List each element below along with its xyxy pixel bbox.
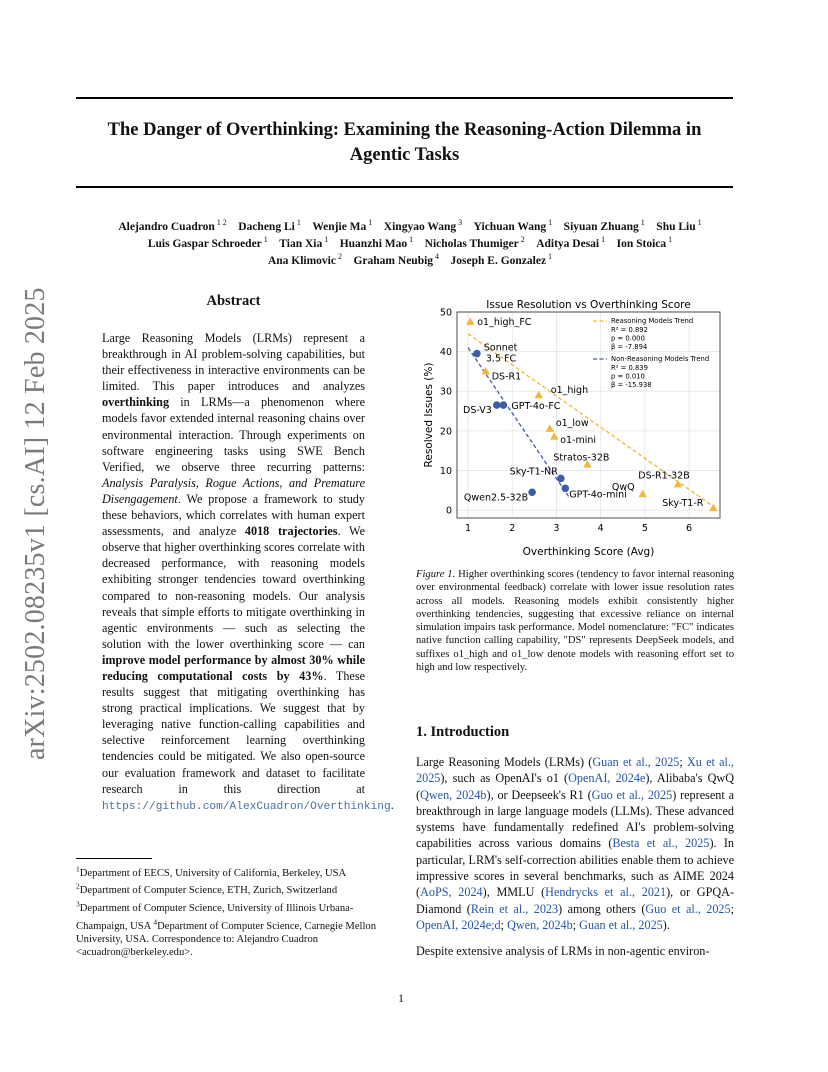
reasoning-point: [466, 317, 474, 325]
citation-link[interactable]: OpenAI, 2024e;d: [416, 917, 501, 932]
point-label: Sonnet: [483, 342, 518, 354]
citation-link[interactable]: Guan et al., 2025: [579, 917, 663, 932]
point-label: o1-mini: [560, 434, 597, 446]
citation-link[interactable]: OpenAI, 2024e: [568, 771, 646, 786]
author-affiliation: 1: [294, 218, 301, 227]
point-label: Sky-T1-R: [662, 498, 704, 510]
author-affiliation: 1: [366, 218, 373, 227]
legend-stat: p = 0.010: [611, 372, 645, 381]
x-tick-label: 4: [597, 523, 604, 534]
top-rule: [76, 97, 733, 99]
author-name: Siyuan Zhuang $^1$: [563, 218, 645, 233]
author-affiliation: 1: [546, 218, 553, 227]
chart-title: Issue Resolution vs Overthinking Score: [486, 299, 691, 311]
author-name: Luis Gaspar Schroeder $^1$: [147, 235, 268, 250]
point-label: GPT-4o-FC: [511, 401, 561, 413]
x-tick-label: 2: [509, 523, 516, 534]
footnote-3: $^3$Department of Computer Science, University of Illinois Urbana-Champaign, USA: [76, 899, 354, 932]
y-tick-label: 20: [439, 426, 452, 438]
author-affiliation: 2: [518, 235, 525, 244]
citation-link[interactable]: AoPS, 2024: [420, 885, 483, 900]
non-reasoning-point: [528, 488, 536, 496]
author-name: Ana Klimovic $^2$: [267, 252, 342, 267]
affiliations-footnotes: [76, 862, 394, 959]
repo-link[interactable]: https://github.com/AlexCuadron/Overthinking: [102, 800, 391, 813]
abstract-text: .: [390, 797, 394, 812]
author-name: Tian Xia $^1$: [279, 235, 329, 250]
point-label: DS-R1: [491, 371, 522, 383]
author-affiliation: 1: [666, 235, 673, 244]
point-label: DS-V3: [463, 405, 492, 417]
author-affiliation: 1: [695, 218, 702, 227]
author-affiliation: 2: [335, 252, 342, 261]
citation-link[interactable]: Guo et al., 2025: [591, 787, 673, 802]
author-affiliation: 1: [407, 235, 414, 244]
reasoning-point: [550, 432, 558, 440]
abstract-body: [102, 330, 394, 815]
figure-1-chart: [415, 296, 735, 562]
non-reasoning-point: [557, 475, 565, 483]
citation-link[interactable]: Xu et al., 2025: [416, 755, 734, 786]
non-reasoning-point: [493, 401, 501, 409]
abstract-text: . These results suggest that mitigating overthinking has strong practical implications. We suggest that by leveraging native function-calling capabilities and selective reinforcement learning overthinking tendencies could be mitigated. We also open-source our evaluation framework and dataset to facilitate research in this direction at: [102, 668, 365, 796]
x-tick-label: 5: [641, 523, 648, 534]
author-name: Yichuan Wang $^1$: [473, 218, 553, 233]
author-name: Wenjie Ma $^1$: [312, 218, 373, 233]
non-reasoning-point: [500, 401, 508, 409]
abstract-italic: Analysis Paralysis, Rogue Actions, and Premature Disengagement: [102, 475, 365, 506]
author-name: Nicholas Thumiger $^2$: [424, 235, 525, 250]
y-tick-label: 40: [439, 347, 452, 359]
footnote-2: $^2$Department of Computer Science, ETH, Zurich, Switzerland: [76, 881, 338, 897]
point-label: Qwen2.5-32B: [463, 492, 529, 504]
author-affiliation: 3: [456, 218, 463, 227]
arxiv-stamp: arXiv:2502.08235v1 [cs.AI] 12 Feb 2025: [20, 287, 51, 760]
abstract-text: . We propose a framework to study these behaviors, which correlates with human expert assessments, and analyze: [102, 491, 365, 539]
y-tick-label: 30: [439, 386, 452, 398]
point-label: GPT-4o-mini: [569, 489, 627, 501]
x-axis-label: Overthinking Score (Avg): [522, 546, 655, 558]
citation-link[interactable]: Qwen, 2024b: [507, 917, 573, 932]
abstract-bold: overthinking: [102, 395, 170, 410]
introduction-heading: 1. Introduction: [416, 724, 510, 740]
author-name: Aditya Desai $^1$: [536, 235, 606, 250]
abstract-text: Large Reasoning Models (LRMs) represent a breakthrough in AI problem-solving capabilities, but their effectiveness in interactive environments can be limited. This paper introduces and analyzes: [102, 331, 365, 394]
reasoning-point: [638, 490, 646, 498]
legend-stat: R² = 0.892: [611, 326, 648, 334]
reasoning-point: [546, 424, 554, 432]
point-label: 3.5 FC: [485, 353, 517, 365]
point-label: QwQ: [611, 482, 635, 494]
author-affiliation: 1: [261, 235, 268, 244]
scatter-chart: [415, 296, 735, 562]
footnote-1: $^1$Department of EECS, University of California, Berkeley, USA: [76, 864, 347, 879]
abstract-text: in LRMs—a phenomenon where models favor extended internal reasoning chains over environmental interaction. Through experiments on software engineering tasks using SWE Bench Verified, we observe three recurring patterns:: [102, 395, 365, 474]
point-label: Stratos-32B: [553, 452, 610, 464]
caption-text: Higher overthinking scores (tendency to favor internal reasoning over environmental feedback) correlate with lower issue resolution rates across all models. Reasoning models exhibit consistently higher overthinking tendencies, suggesting that excessive reliance on internal simulation impairs task performance. Model nomenclature: "FC" indicates native function calling capability, "DS" represents DeepSeek models, and suffixes o1_high and o1_low denote models with reasoning effort set to high and low respectively.: [416, 569, 734, 674]
page-number: 1: [398, 991, 404, 1005]
reasoning-point: [535, 391, 543, 399]
x-tick-label: 6: [686, 523, 693, 534]
legend-stat: p = 0.000: [611, 334, 645, 343]
y-axis-label: Resolved Issues (%): [423, 362, 435, 468]
intro-paragraph-1: Large Reasoning Models (LRMs) (Guan et al., 2025; Xu et al., 2025), such as OpenAI's o1 (OpenAI, 2024e), Alibaba's QwQ (Qwen, 2024b), or Deepseek's R1 (Guo et al., 2025) represent a breakthrough in large language models (LLMs). These advanced systems have fundamentally redefined AI's problem-solving capabilities across various domains (Besta et al., 2025). In particular, LRM's self-correction abilities enable them to achieve impressive scores in several benchmarks, such as AIME 2024 (AoPS, 2024), MMLU (Hendrycks et al., 2021), or GPQA-Diamond (Rein et al., 2023) among others (Guo et al., 2025; OpenAI, 2024e;d; Qwen, 2024b; Guan et al., 2025).: [416, 755, 735, 932]
citation-link[interactable]: Guan et al., 2025: [592, 755, 680, 769]
author-affiliation: 1: [638, 218, 645, 227]
y-tick-label: 50: [439, 307, 452, 319]
author-affiliation: 1: [546, 252, 553, 261]
legend-stat: β = -7.894: [611, 343, 648, 351]
footnote-4: $^4$Department of Computer Science, Carnegie Mellon University, USA. Correspondence to: Alejandro Cuadron <acuadron@berkeley.edu>.: [76, 917, 377, 959]
author-affiliation: 1 2: [214, 218, 227, 227]
author-affiliation: 1: [322, 235, 329, 244]
caption-label: Figure 1.: [416, 569, 456, 580]
non-reasoning-point: [473, 350, 481, 358]
citation-link[interactable]: Guo et al., 2025: [645, 901, 731, 916]
author-name: Graham Neubig $^4$: [353, 252, 440, 267]
abstract-bold: 4018 trajectories: [244, 524, 338, 539]
abstract-text: . We observe that higher overthinking scores correlate with decreased performance, with reasoning models exhibiting stronger tendencies toward overthinking compared to non-reasoning models. Our analysis reveals that simple efforts to mitigate overthinking in agentic environments — such as selecting the solution with the lower overthinking score — can: [102, 524, 365, 651]
legend-label: Non-Reasoning Models Trend: [611, 355, 710, 363]
figure-1-caption: [416, 568, 734, 674]
point-label: o1_low: [555, 417, 589, 429]
reasoning-point: [709, 504, 717, 512]
author-name: Alejandro Cuadron $^{1 2}$: [118, 218, 227, 233]
point-label: DS-R1-32B: [638, 470, 690, 482]
citation-link[interactable]: Besta et al., 2025: [612, 836, 710, 851]
title-bottom-rule: [76, 186, 733, 188]
x-tick-label: 3: [553, 523, 560, 534]
introduction-body: [416, 754, 734, 960]
point-label: o1_high_FC: [477, 316, 532, 328]
reasoning-point: [482, 367, 490, 375]
x-tick-label: 1: [465, 523, 472, 534]
author-affiliation: 4: [433, 252, 440, 261]
author-name: Shu Liu $^1$: [656, 218, 702, 233]
legend-stat: β = -15.938: [611, 381, 652, 389]
point-label: o1_high: [550, 385, 589, 397]
abstract-heading: Abstract: [206, 293, 261, 309]
citation-link[interactable]: Hendrycks et al., 2021: [545, 885, 667, 900]
citation-link[interactable]: Rein et al., 2023: [470, 901, 559, 916]
author-name: Dacheng Li $^1$: [238, 218, 301, 233]
non-reasoning-point: [561, 484, 569, 492]
paper-title: The Danger of Overthinking: Examining the Reasoning-Action Dilemma in Agentic Tasks: [107, 120, 702, 165]
abstract-bold: improve model performance by almost 30% while reducing computational costs by 43%: [102, 652, 365, 683]
footnote-rule: [76, 858, 152, 859]
point-label: Sky-T1-NR: [509, 466, 558, 478]
author-name: Ion Stoica $^1$: [616, 235, 673, 250]
intro-paragraph-2: Despite extensive analysis of LRMs in non-agentic environ-: [416, 944, 710, 959]
y-tick-label: 0: [445, 505, 452, 517]
author-name: Huanzhi Mao $^1$: [339, 235, 414, 250]
authors-line-3: [60, 248, 760, 270]
y-tick-label: 10: [439, 465, 452, 477]
author-affiliation: 1: [599, 235, 606, 244]
legend-stat: R² = 0.839: [611, 364, 648, 372]
citation-link[interactable]: Qwen, 2024b: [420, 787, 487, 802]
author-name: Xingyao Wang $^3$: [383, 218, 463, 233]
author-name: Joseph E. Gonzalez $^1$: [450, 252, 553, 267]
legend-label: Reasoning Models Trend: [611, 317, 694, 325]
